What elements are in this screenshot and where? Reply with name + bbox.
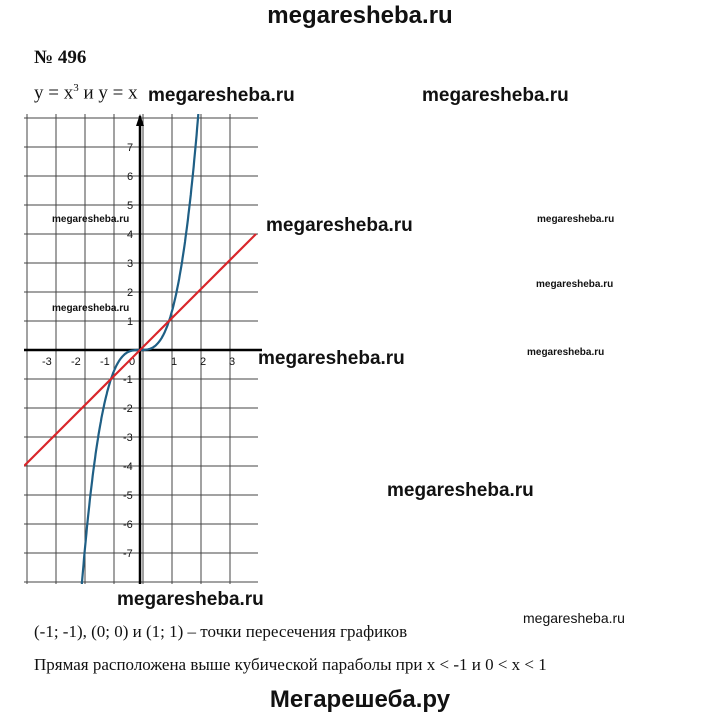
y-tick-label: 4 [127, 229, 134, 241]
watermark: megaresheba.ru [527, 347, 605, 358]
watermark: megaresheba.ru [52, 303, 130, 314]
y-tick-label: 1 [127, 316, 134, 328]
watermark: megaresheba.ru [258, 348, 405, 369]
y-tick-label: -1 [123, 374, 133, 386]
task-number: № 496 [34, 47, 87, 68]
watermark: megaresheba.ru [422, 85, 569, 106]
watermark: megaresheba.ru [536, 279, 614, 290]
y-tick-label: 3 [127, 258, 134, 270]
task-title-rest: и y = x [78, 82, 138, 104]
site-footer-brand: Мегарешеба.ру [269, 686, 451, 713]
y-tick-label: -6 [123, 519, 133, 531]
y-tick-label: 2 [127, 287, 134, 299]
task-title-exponent: 3 [73, 82, 79, 94]
y-tick-label: 6 [127, 171, 134, 183]
watermark: megaresheba.ru [523, 610, 625, 626]
y-tick-label: -3 [123, 432, 133, 444]
watermark: megaresheba.ru [266, 215, 413, 236]
task-title-base: y = x [34, 82, 74, 104]
x-tick-label: 1 [171, 356, 178, 368]
x-tick-label: 0 [129, 356, 136, 368]
y-tick-label: -5 [123, 490, 133, 502]
y-tick-label: 7 [127, 142, 134, 154]
y-tick-label: -2 [123, 403, 133, 415]
y-tick-label: 5 [127, 200, 134, 212]
x-tick-label: -1 [100, 356, 110, 368]
site-header: megaresheba.ru [267, 2, 453, 29]
watermark: megaresheba.ru [52, 214, 130, 225]
x-tick-label: -3 [42, 356, 52, 368]
watermark: megaresheba.ru [117, 589, 264, 610]
x-tick-label: 2 [200, 356, 207, 368]
conclusion-text: Прямая расположена выше кубической параболы при x < -1 и 0 < x < 1 [34, 655, 547, 674]
x-tick-label: -2 [71, 356, 81, 368]
watermark: megaresheba.ru [148, 85, 295, 106]
y-tick-label: -4 [123, 461, 133, 473]
x-tick-label: 3 [229, 356, 236, 368]
y-tick-label: -7 [123, 548, 133, 560]
watermark: megaresheba.ru [387, 480, 534, 501]
intersection-points-text: (-1; -1), (0; 0) и (1; 1) – точки пересечения графиков [34, 622, 408, 641]
watermark: megaresheba.ru [537, 214, 615, 225]
